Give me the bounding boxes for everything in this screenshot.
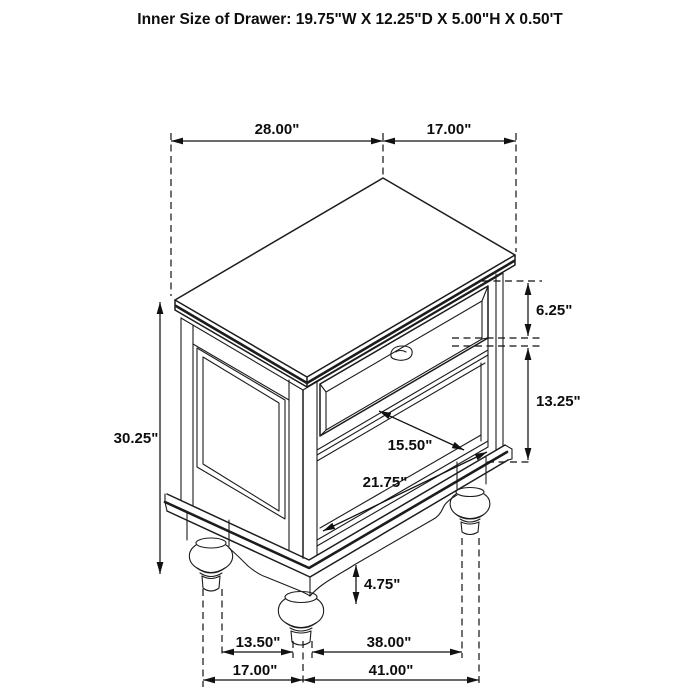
dim-base-depth-label: 17.00" (232, 662, 278, 679)
right-foot (450, 488, 490, 535)
dim-overall-height-label: 30.25" (113, 430, 159, 447)
dim-shelf-depth-label: 15.50" (387, 437, 433, 454)
dim-base-width-label: 41.00" (368, 662, 414, 679)
page-title: Inner Size of Drawer: 19.75"W X 12.25"D X 5.00"H X 0.50'T (137, 11, 563, 28)
dim-feet-spacing-depth-label: 13.50" (235, 634, 281, 651)
dim-top-width-label: 28.00" (254, 121, 300, 138)
dim-opening-height-label: 13.25" (536, 393, 581, 410)
dim-foot-height-label: 4.75" (364, 576, 401, 593)
dim-top-depth-label: 17.00" (426, 121, 472, 138)
dim-feet-spacing-width-label: 38.00" (366, 634, 412, 651)
dimension-lines (160, 141, 528, 680)
center-foot (278, 592, 323, 646)
dim-shelf-width-label: 21.75" (362, 474, 408, 491)
dim-drawer-height-label: 6.25" (536, 302, 573, 319)
left-foot (189, 538, 232, 591)
